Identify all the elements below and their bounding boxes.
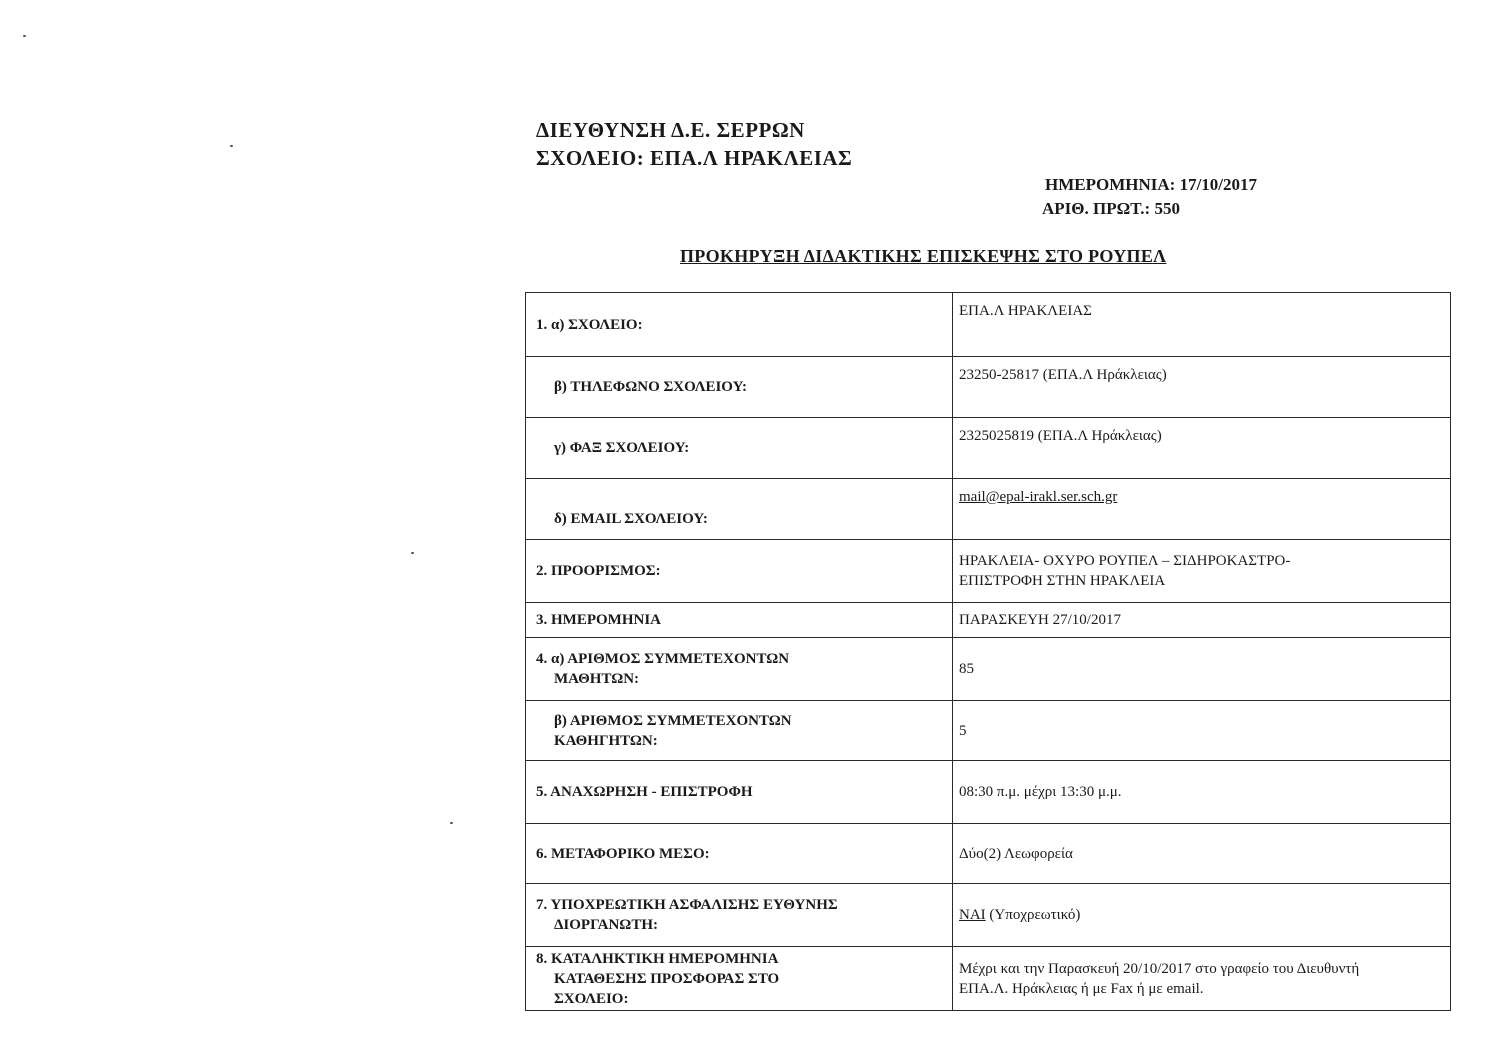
row-value-text: 5 xyxy=(959,722,967,739)
row-value xyxy=(953,418,1451,479)
row-value-text: 08:30 π.μ. μέχρι 13:30 μ.μ. xyxy=(959,784,1122,800)
row-value-text: ΕΠΑ.Λ ΗΡΑΚΛΕΙΑΣ xyxy=(959,303,1092,319)
deadline-line-1: Μέχρι και την Παρασκευή 20/10/2017 στο γραφείο του Διευθυντή xyxy=(959,960,1360,977)
row-value-text: Δύο(2) Λεωφορεία xyxy=(959,845,1073,862)
row-label xyxy=(526,638,953,701)
trip-details-table xyxy=(525,292,1451,1011)
table-row-deadline xyxy=(526,947,1451,1011)
row-value-text: ΠΑΡΑΣΚΕΥΗ 27/10/2017 xyxy=(959,612,1121,628)
document-date: ΗΜΕΡΟΜΗΝΙΑ: 17/10/2017 xyxy=(1045,175,1258,194)
row-label xyxy=(526,884,953,947)
scan-speck xyxy=(450,822,453,824)
row-value-text: 23250-25817 (ΕΠΑ.Λ Ηράκλειας) xyxy=(959,367,1167,383)
row-value xyxy=(953,603,1451,638)
row-label xyxy=(526,947,953,1011)
directorate-heading: ΔΙΕΥΘΥΝΣΗ Δ.Ε. ΣΕΡΡΩΝ xyxy=(536,118,805,142)
row-label-text: γ) ΦΑΞ ΣΧΟΛΕΙΟΥ: xyxy=(554,440,690,456)
row-label xyxy=(526,603,953,638)
row-value xyxy=(953,479,1451,540)
row-label-line-3: ΣΧΟΛΕΙΟ: xyxy=(554,990,629,1007)
table-row-email xyxy=(526,479,1451,540)
school-heading: ΣΧΟΛΕΙΟ: ΕΠΑ.Λ ΗΡΑΚΛΕΙΑΣ xyxy=(536,146,853,170)
row-value xyxy=(953,357,1451,418)
row-label xyxy=(526,479,953,540)
table-row-phone xyxy=(526,357,1451,418)
table-row-fax xyxy=(526,418,1451,479)
row-label-text: 6. ΜΕΤΑΦΟΡΙΚΟ ΜΕΣΟ: xyxy=(536,845,710,862)
row-value xyxy=(953,947,1451,1011)
deadline-line-2: ΕΠΑ.Λ. Ηράκλειας ή με Fax ή με email. xyxy=(959,980,1204,997)
row-value xyxy=(953,824,1451,884)
row-label-line-1: 4. α) ΑΡΙΘΜΟΣ ΣΥΜΜΕΤΕΧΟΝΤΩΝ xyxy=(536,651,790,667)
row-label-line-2: ΜΑΘΗΤΩΝ: xyxy=(554,671,640,687)
row-label xyxy=(526,293,953,357)
row-value xyxy=(953,761,1451,824)
row-label-line-2: ΚΑΤΑΘΕΣΗΣ ΠΡΟΣΦΟΡΑΣ ΣΤΟ xyxy=(554,970,780,987)
row-value xyxy=(953,293,1451,357)
row-label xyxy=(526,540,953,603)
row-label-text: 1. α) ΣΧΟΛΕΙΟ: xyxy=(536,316,643,333)
row-value xyxy=(953,884,1451,947)
row-label-line-1: 8. ΚΑΤΑΛΗΚΤΙΚΗ ΗΜΕΡΟΜΗΝΙΑ xyxy=(536,950,779,967)
row-label-text: 5. ΑΝΑΧΩΡΗΣΗ - ΕΠΙΣΤΡΟΦΗ xyxy=(536,784,753,800)
protocol-number: ΑΡΙΘ. ΠΡΩΤ.: 550 xyxy=(1042,199,1180,218)
table-row-departure-return xyxy=(526,761,1451,824)
row-label xyxy=(526,418,953,479)
row-value-text: 85 xyxy=(959,661,974,677)
table-row-students xyxy=(526,638,1451,701)
row-label-line-2: ΔΙΟΡΓΑΝΩΤΗ: xyxy=(554,917,658,933)
table-row-teachers xyxy=(526,701,1451,761)
scan-speck xyxy=(23,35,26,37)
insurance-required-flag: ΝΑΙ xyxy=(959,907,986,923)
row-value xyxy=(953,701,1451,761)
insurance-required-note: (Υποχρεωτικό) xyxy=(985,907,1081,923)
row-label-line-1: β) ΑΡΙΘΜΟΣ ΣΥΜΜΕΤΕΧΟΝΤΩΝ xyxy=(554,712,792,729)
table-row-school xyxy=(526,293,1451,357)
school-email-link[interactable]: mail@epal-irakl.ser.sch.gr xyxy=(959,489,1118,505)
table-row-transport xyxy=(526,824,1451,884)
row-label-text: 3. ΗΜΕΡΟΜΗΝΙΑ xyxy=(536,612,661,628)
destination-line-2: ΕΠΙΣΤΡΟΦΗ ΣΤΗΝ ΗΡΑΚΛΕΙΑ xyxy=(959,573,1166,589)
table-row-destination xyxy=(526,540,1451,603)
row-label xyxy=(526,824,953,884)
row-value xyxy=(953,638,1451,701)
row-label-text: β) ΤΗΛΕΦΩΝΟ ΣΧΟΛΕΙΟΥ: xyxy=(554,379,748,395)
scan-speck xyxy=(230,145,233,147)
table-row-insurance xyxy=(526,884,1451,947)
table-row-date xyxy=(526,603,1451,638)
row-value xyxy=(953,540,1451,603)
row-label xyxy=(526,701,953,761)
row-label xyxy=(526,357,953,418)
row-label-text: δ) EMAIL ΣΧΟΛΕΙΟΥ: xyxy=(554,511,708,527)
destination-line-1: ΗΡΑΚΛΕΙΑ- ΟΧΥΡΟ ΡΟΥΠΕΛ – ΣΙΔΗΡΟΚΑΣΤΡΟ- xyxy=(959,553,1291,569)
row-label xyxy=(526,761,953,824)
row-value-text: 2325025819 (ΕΠΑ.Λ Ηράκλειας) xyxy=(959,428,1162,444)
row-label-line-1: 7. ΥΠΟΧΡΕΩΤΙΚΗ ΑΣΦΑΛΙΣΗΣ ΕΥΘΥΝΗΣ xyxy=(536,897,838,913)
row-label-text: 2. ΠΡΟΟΡΙΣΜΟΣ: xyxy=(536,563,661,579)
document-title: ΠΡΟΚΗΡΥΞΗ ΔΙΔΑΚΤΙΚΗΣ ΕΠΙΣΚΕΨΗΣ ΣΤΟ ΡΟΥΠΕΛ xyxy=(680,246,1167,266)
scan-speck xyxy=(411,552,414,554)
row-label-line-2: ΚΑΘΗΓΗΤΩΝ: xyxy=(554,732,658,749)
